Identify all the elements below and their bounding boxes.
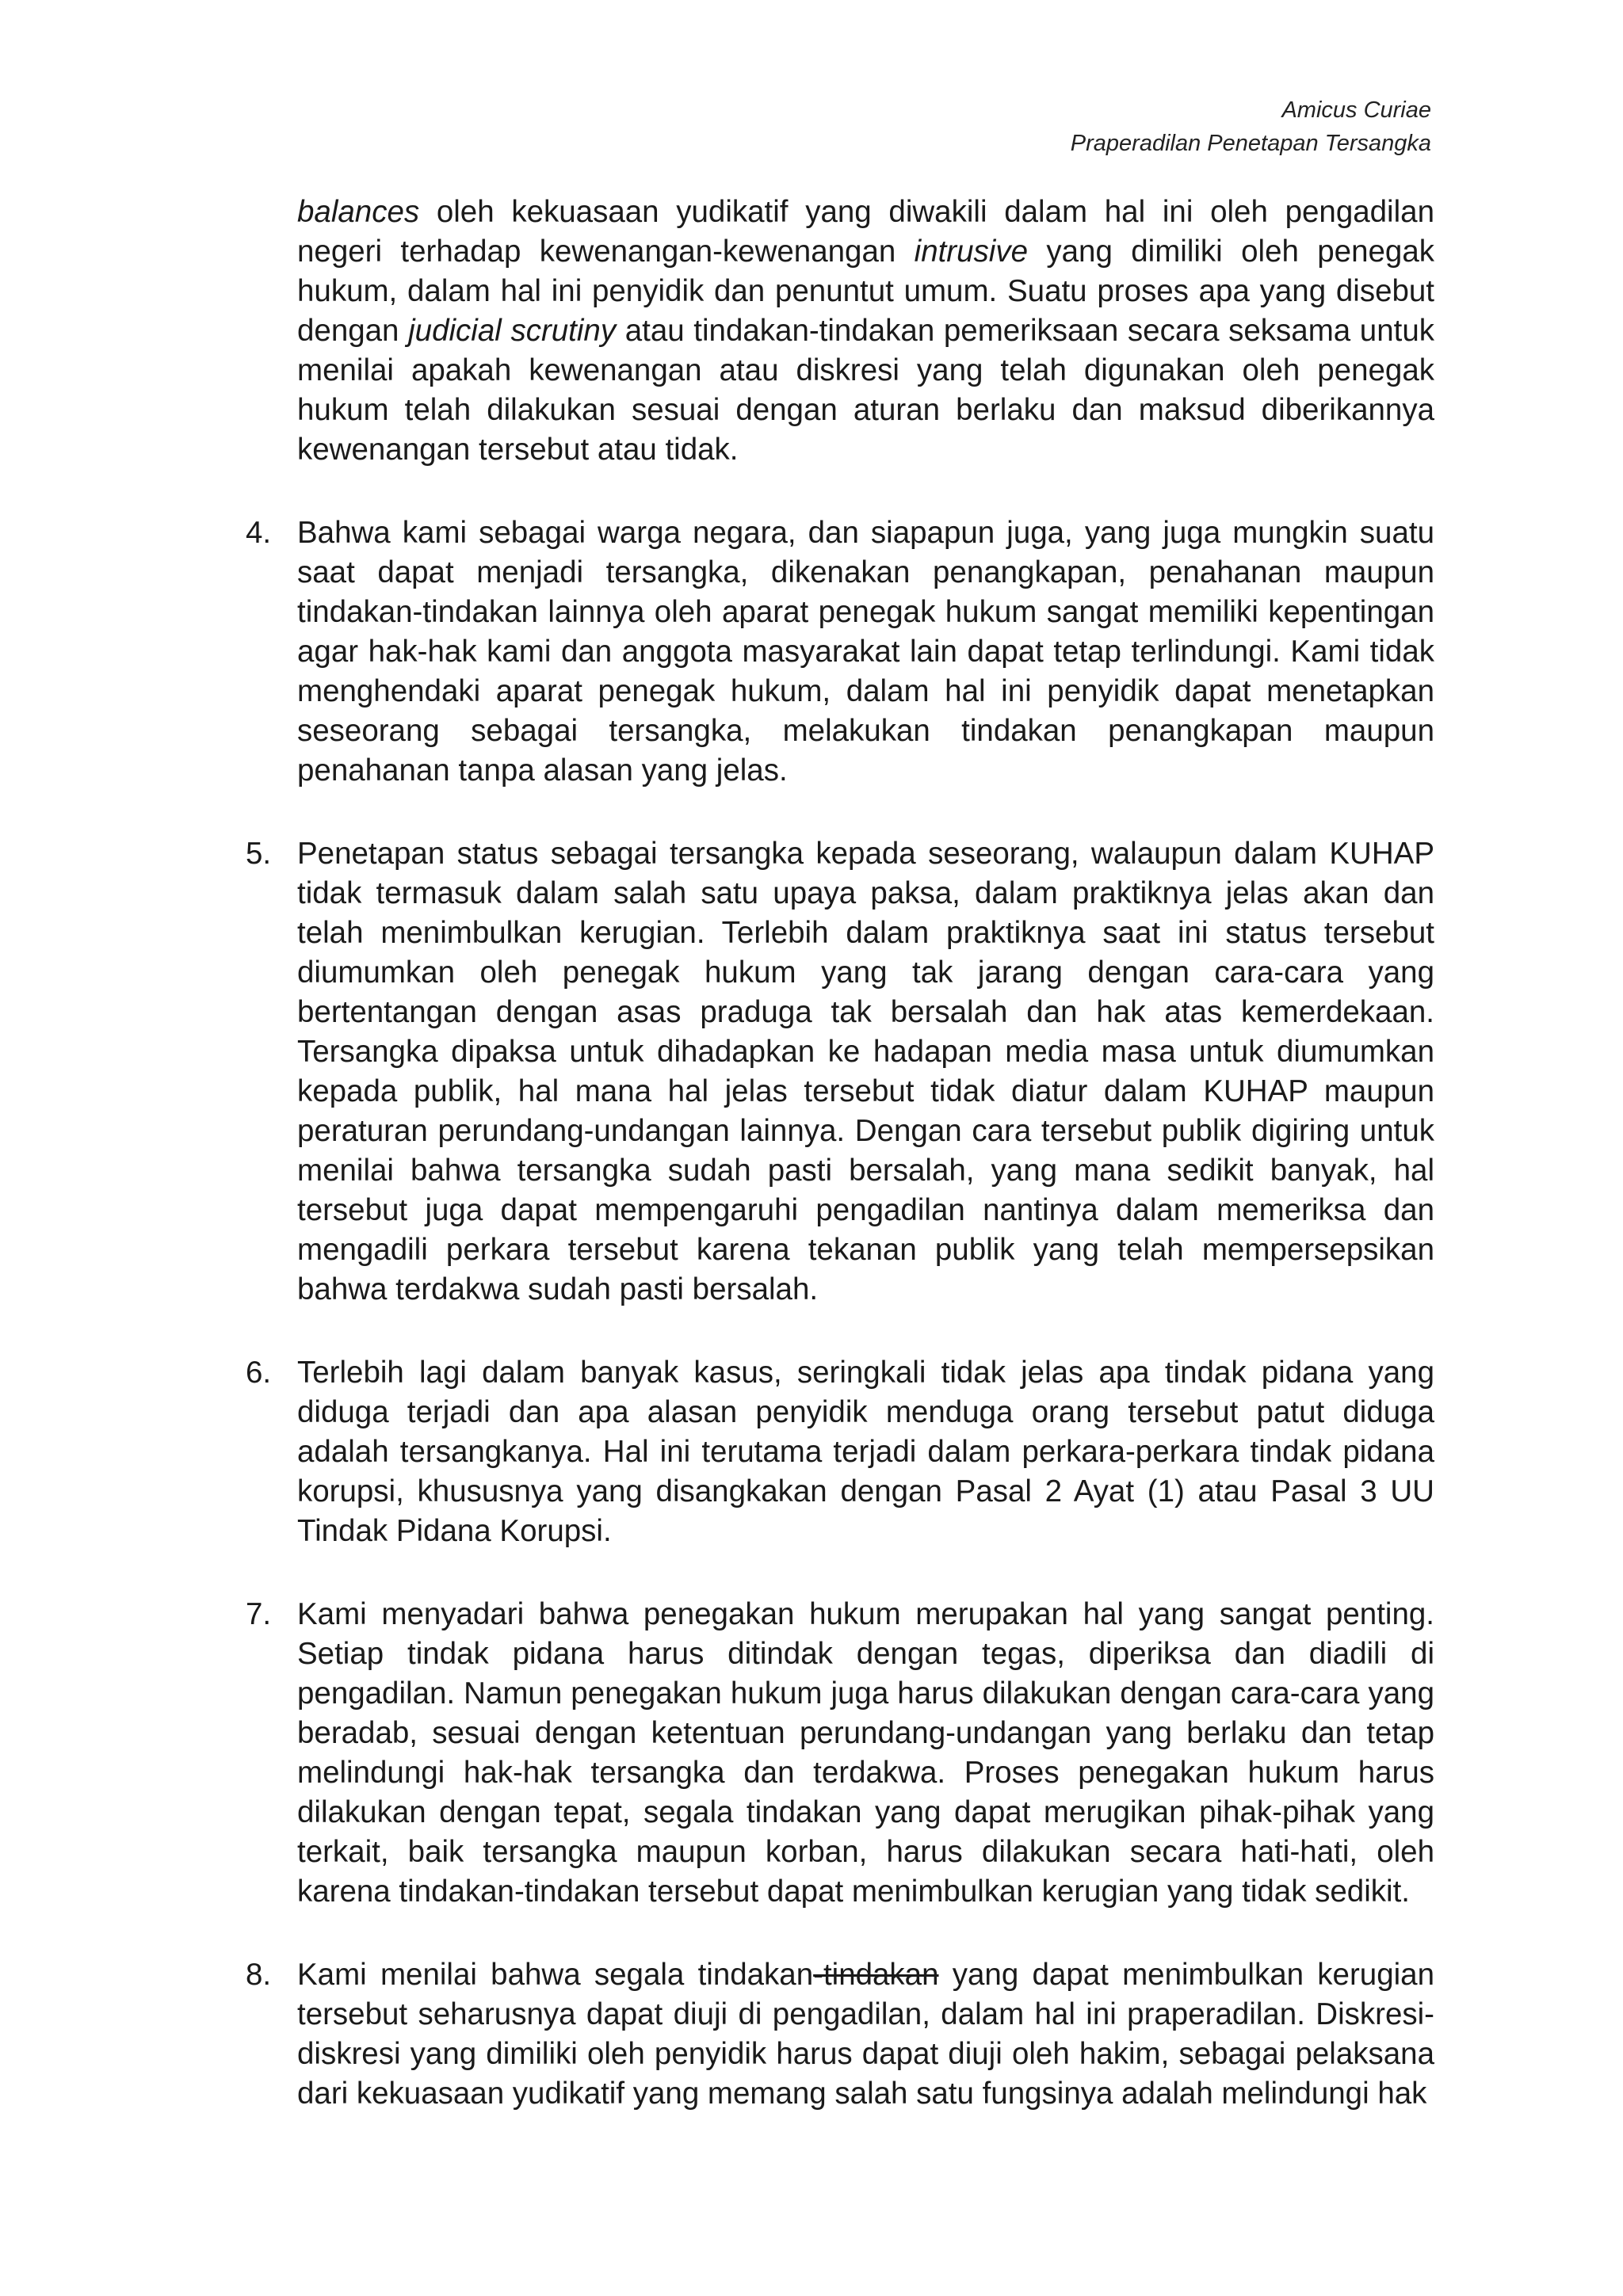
list-item-8 <box>246 1955 1434 2114</box>
list-item-text: Terlebih lagi dalam banyak kasus, seringkali tidak jelas apa tindak pidana yang diduga terjadi dan apa alasan penyidik menduga orang tersebut patut diduga adalah tersangkanya. Hal ini terutama terjadi dalam perkara-perkara tindak pidana korupsi, khususnya yang disangkakan dengan Pasal 2 Ayat (1) atau Pasal 3 UU Tindak Pidana Korupsi. <box>297 1356 1434 1548</box>
list-item-text: Bahwa kami sebagai warga negara, dan siapapun juga, yang juga mungkin suatu saat dapat menjadi tersangka, dikenakan penangkapan, penahanan maupun tindakan-tindakan lainnya oleh aparat penegak hukum sangat memiliki kepentingan agar hak-hak kami dan anggota masyarakat lain dapat tetap terlindungi. Kami tidak menghendaki aparat penegak hukum, dalam hal ini penyidik dapat menetapkan seseorang sebagai tersangka, melakukan tindakan penangkapan maupun penahanan tanpa alasan yang jelas. <box>297 516 1434 788</box>
header-subtitle: Praperadilan Penetapan Tersangka <box>1070 131 1431 156</box>
header-title: Amicus Curiae <box>1281 97 1431 123</box>
item8-text-1: Kami menilai bahwa segala tindakan <box>297 1958 814 1992</box>
struck-text: -tindakan <box>813 1958 939 1992</box>
list-item-5 <box>246 834 1434 1310</box>
continuation-paragraph <box>297 193 1434 470</box>
list-item-number: 8. <box>246 1958 272 1992</box>
italic-term-balances: balances <box>297 195 420 229</box>
list-item-text: Penetapan status sebagai tersangka kepada seseorang, walaupun dalam KUHAP tidak termasuk dalam salah satu upaya paksa, dalam praktiknya jelas akan dan telah menimbulkan kerugian. Terlebih dalam praktiknya saat ini status tersebut diumumkan oleh penegak hukum yang tak jarang dengan cara-cara yang bertentangan dengan asas praduga tak bersalah dan hak atas kemerdekaan. Tersangka dipaksa untuk dihadapkan ke hadapan media masa untuk diumumkan kepada publik, hal mana hal jelas tersebut tidak diatur dalam KUHAP maupun peraturan perundang-undangan lainnya. Dengan cara tersebut publik digiring untuk menilai bahwa tersangka sudah pasti bersalah, yang mana sedikit banyak, hal tersebut juga dapat mempengaruhi pengadilan nantinya dalam memeriksa dan mengadili perkara tersebut karena tekanan publik yang telah mempersepsikan bahwa terdakwa sudah pasti bersalah. <box>297 837 1434 1306</box>
intro-text-3: atau tindakan-tindakan pemeriksaan secara seksama untuk menilai apakah kewenangan atau diskresi yang telah digunakan oleh penegak hukum telah dilakukan sesuai dengan aturan berlaku dan maksud diberikannya kewenangan tersebut atau tidak. <box>297 314 1434 467</box>
italic-term-intrusive: intrusive <box>914 235 1029 269</box>
list-item-text <box>297 1955 1434 2114</box>
list-item-7 <box>246 1595 1434 1912</box>
list-item-number: 4. <box>246 516 272 550</box>
italic-term-judicial-scrutiny: judicial scrutiny <box>408 314 617 348</box>
list-item-number: 5. <box>246 837 272 871</box>
list-item-text: Kami menyadari bahwa penegakan hukum merupakan hal yang sangat penting. Setiap tindak pidana harus ditindak dengan tegas, diperiksa dan diadili di pengadilan. Namun penegakan hukum juga harus dilakukan dengan cara-cara yang beradab, sesuai dengan ketentuan perundang-undangan yang berlaku dan tetap melindungi hak-hak tersangka dan terdakwa. Proses penegakan hukum harus dilakukan dengan tepat, segala tindakan yang dapat merugikan pihak-pihak yang terkait, baik tersangka maupun korban, harus dilakukan secara hati-hati, oleh karena tindakan-tindakan tersebut dapat menimbulkan kerugian yang tidak sedikit. <box>297 1597 1434 1909</box>
running-header <box>1071 93 1431 160</box>
intro-text-2: yang dimiliki oleh penegak hukum, dalam hal ini penyidik dan penuntut umum. Suatu proses apa yang disebut dengan <box>297 235 1434 348</box>
document-body <box>246 193 1434 2114</box>
list-item-number: 7. <box>246 1597 272 1631</box>
item8-text-2: yang dapat menimbulkan kerugian tersebut seharusnya dapat diuji di pengadilan, dalam hal ini praperadilan. Diskresi-diskresi yang dimiliki oleh penyidik harus dapat diuji oleh hakim, sebagai pelaksana dari kekuasaan yudikatif yang memang salah satu fungsinya adalah melindungi hak <box>297 1958 1434 2111</box>
list-item-4 <box>246 513 1434 791</box>
list-item-6 <box>246 1353 1434 1551</box>
intro-text-1: oleh kekuasaan yudikatif yang diwakili dalam hal ini oleh pengadilan negeri terhadap kewenangan-kewenangan <box>297 195 1434 269</box>
list-item-number: 6. <box>246 1356 272 1390</box>
